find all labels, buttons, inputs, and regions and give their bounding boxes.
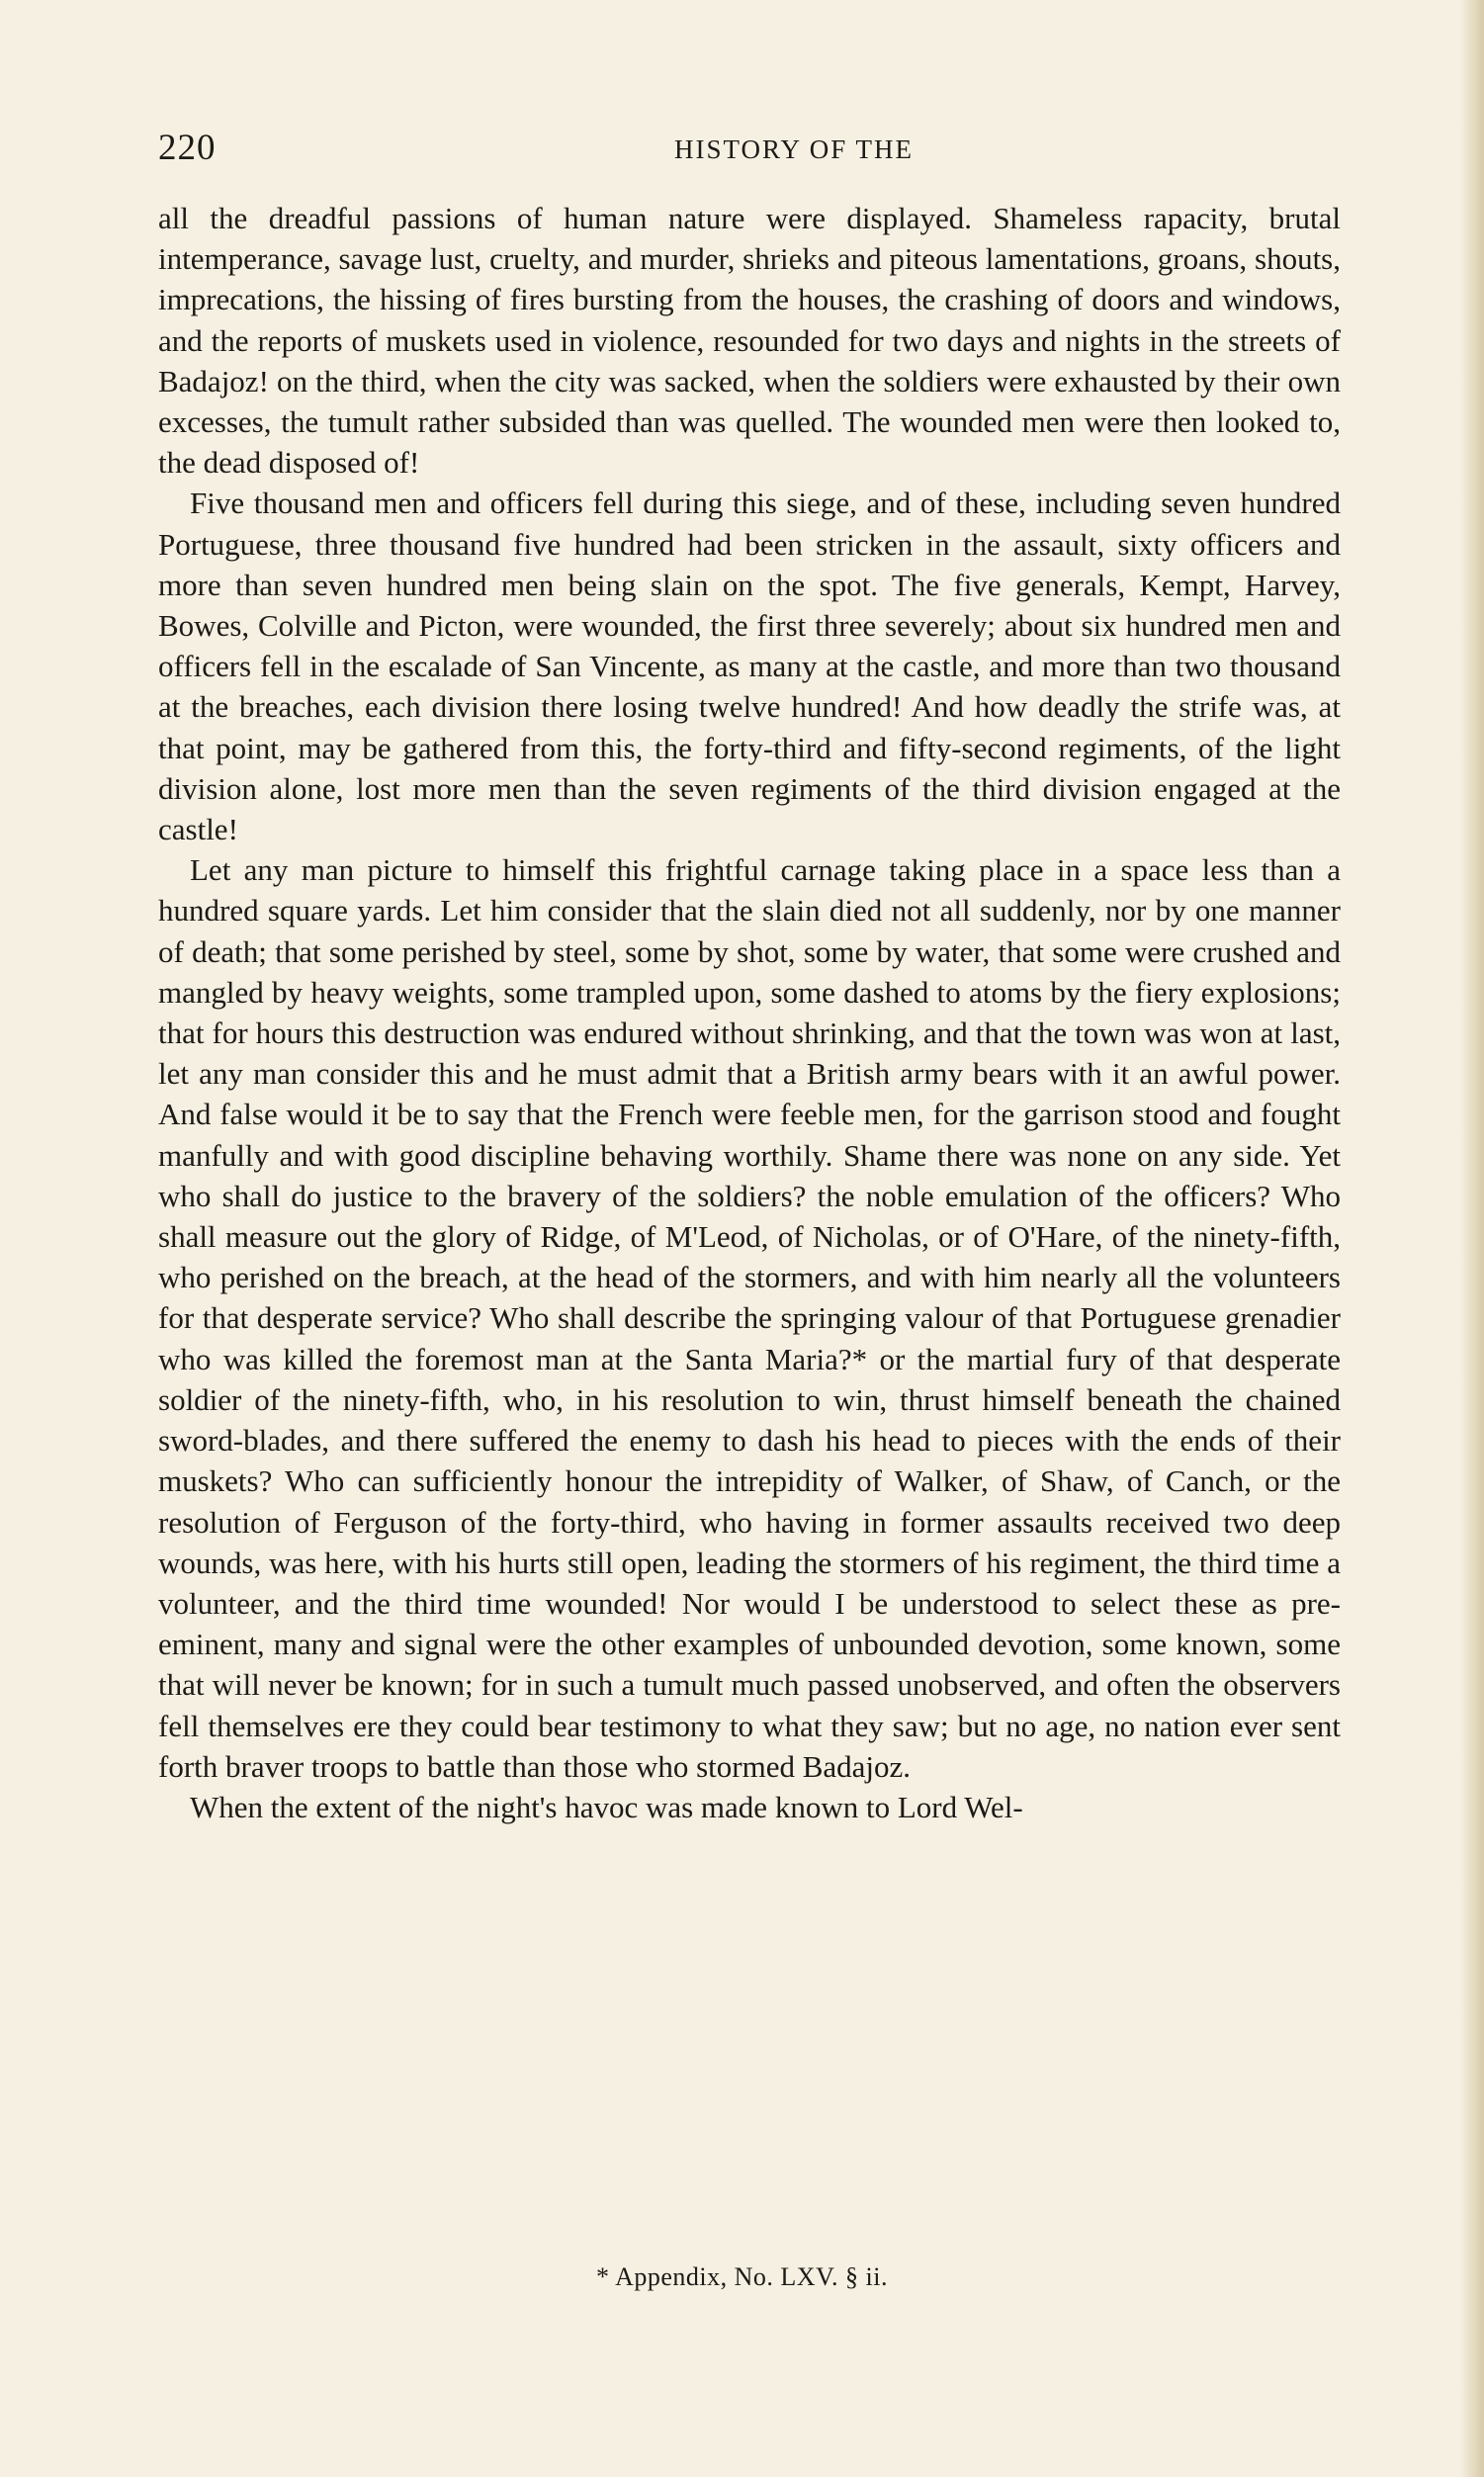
- paragraph-3: Let any man picture to himself this frightful carnage taking place in a space less than a hundred square yards. Let him consider that the slain died not all suddenly, nor by one manner of death; that some perished by steel, some by shot, some by water, that some were crushed and mangled by heavy weights, some trampled upon, some dashed to atoms by the fiery explosions; that for hours this destruction was endured without shrinking, and that the town was won at last, let any man consider this and he must admit that a British army bears with it an awful power. And false would it be to say that the French were feeble men, for the garrison stood and fought manfully and with good discipline behaving worthily. Shame there was none on any side. Yet who shall do justice to the bravery of the soldiers? the noble emulation of the officers? Who shall measure out the glory of Ridge, of M'Leod, of Nicholas, or of O'Hare, of the ninety-fifth, who perished on the breach, at the head of the stormers, and with him nearly all the volunteers for that desperate service? Who shall describe the springing valour of that Portuguese grenadier who was killed the foremost man at the Santa Maria?* or the martial fury of that desperate soldier of the ninety-fifth, who, in his resolution to win, thrust himself beneath the chained sword-blades, and there suffered the enemy to dash his head to pieces with the ends of their muskets? Who can sufficiently honour the intrepidity of Walker, of Shaw, of Canch, or the resolution of Ferguson of the forty-third, who having in former assaults received two deep wounds, was here, with his hurts still open, leading the stormers of his regiment, the third time a volunteer, and the third time wounded! Nor would I be understood to select these as pre-eminent, many and signal were the other examples of unbounded devotion, some known, some that will never be known; for in such a tumult much passed unobserved, and often the observers fell themselves ere they could bear testimony to what they saw; but no age, no nation ever sent forth braver troops to battle than those who stormed Badajoz.: [158, 852, 1341, 1784]
- body-text: [158, 198, 1341, 1827]
- page-edge-shadow: [1460, 0, 1484, 2477]
- paragraph-1: all the dreadful passions of human nature were displayed. Shameless rapacity, brutal intemperance, savage lust, cruelty, and murder, shrieks and piteous lamentations, groans, shouts, imprecations, the hissing of fires bursting from the houses, the crashing of doors and windows, and the reports of muskets used in violence, resounded for two days and nights in the streets of Badajoz! on the third, when the city was sacked, when the soldiers were exhausted by their own excesses, the tumult rather subsided than was quelled. The wounded men were then looked to, the dead disposed of!: [158, 201, 1341, 481]
- paragraph-2: Five thousand men and officers fell during this siege, and of these, including seven hundred Portuguese, three thousand five hundred had been stricken in the assault, sixty officers and more than seven hundred men being slain on the spot. The five generals, Kempt, Harvey, Bowes, Colville and Picton, were wounded, the first three severely; about six hundred men and officers fell in the escalade of San Vincente, as many at the castle, and more than two thousand at the breaches, each division there losing twelve hundred! And how deadly the strife was, at that point, may be gathered from this, the forty-third and fifty-second regiments, of the light division alone, lost more men than the seven regiments of the third division engaged at the castle!: [158, 486, 1341, 847]
- running-title: HISTORY OF THE: [673, 134, 915, 164]
- paragraph-4: When the extent of the night's havoc was made known to Lord Wel-: [190, 1789, 1023, 1824]
- footnote: * Appendix, No. LXV. § ii.: [596, 2262, 888, 2291]
- page-number: 220: [158, 128, 217, 168]
- page-header: [158, 127, 1341, 186]
